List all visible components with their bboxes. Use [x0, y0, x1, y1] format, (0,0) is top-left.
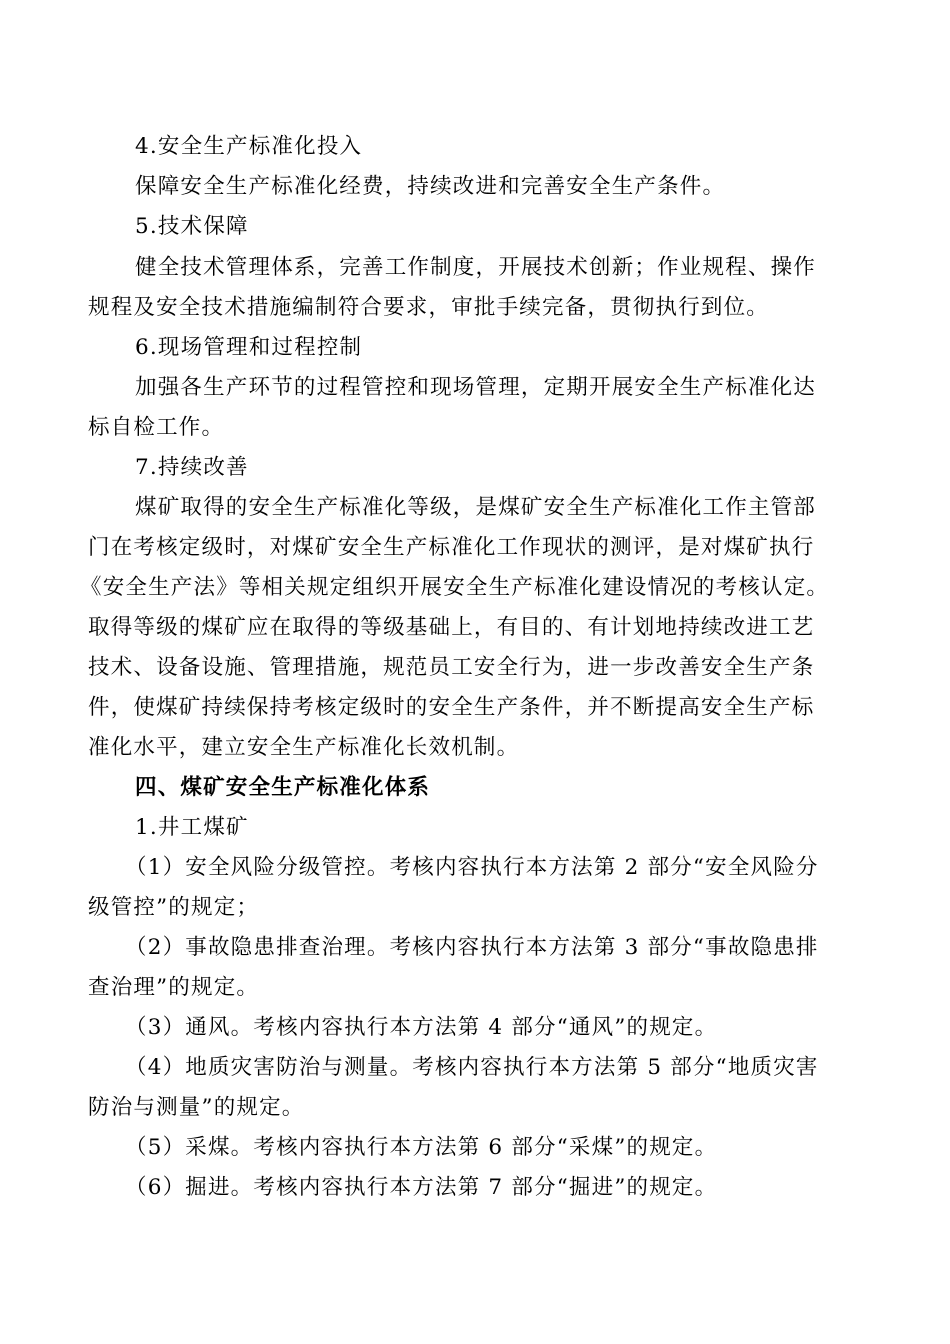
paragraph-line: 准化水平，建立安全生产标准化长效机制。 [88, 735, 520, 760]
paragraph-line: 加强各生产环节的过程管控和现场管理，定期开展安全生产标准化达 [135, 375, 817, 400]
paragraph-line: 保障安全生产标准化经费，持续改进和完善安全生产条件。 [135, 174, 726, 199]
paragraph-line: 《安全生产法》等相关规定组织开展安全生产标准化建设情况的考核认定。 [80, 575, 830, 600]
paragraph-line: 防治与测量”的规定。 [88, 1095, 305, 1120]
paragraph-line: 级管控”的规定； [88, 895, 260, 920]
paragraph-line: 查治理”的规定。 [88, 975, 260, 1000]
subsection-title: 5.技术保障 [135, 214, 249, 239]
subsection-title: 6.现场管理和过程控制 [135, 335, 363, 360]
list-item: （6）掘进。考核内容执行本方法第 7 部分“掘进”的规定。 [125, 1175, 718, 1200]
paragraph-line: 取得等级的煤矿应在取得的等级基础上，有目的、有计划地持续改进工艺 [88, 615, 815, 640]
subsection-title: 7.持续改善 [135, 455, 249, 480]
paragraph-line: 标自检工作。 [88, 415, 225, 440]
list-item: （5）采煤。考核内容执行本方法第 6 部分“采煤”的规定。 [125, 1135, 718, 1160]
list-item: （3）通风。考核内容执行本方法第 4 部分“通风”的规定。 [125, 1015, 718, 1040]
list-item: （2）事故隐患排查治理。考核内容执行本方法第 3 部分“事故隐患排 [125, 935, 819, 960]
list-item: （4）地质灾害防治与测量。考核内容执行本方法第 5 部分“地质灾害 [125, 1055, 819, 1080]
subsection-title: 4.安全生产标准化投入 [135, 134, 363, 159]
subsection-title: 1.井工煤矿 [135, 815, 249, 840]
list-item: （1）安全风险分级管控。考核内容执行本方法第 2 部分“安全风险分 [125, 855, 819, 880]
paragraph-line: 健全技术管理体系，完善工作制度，开展技术创新；作业规程、操作 [135, 255, 817, 280]
paragraph-line: 门在考核定级时，对煤矿安全生产标准化工作现状的测评，是对煤矿执行 [88, 535, 815, 560]
paragraph-line: 件，使煤矿持续保持考核定级时的安全生产条件，并不断提高安全生产标 [88, 695, 815, 720]
section-heading: 四、煤矿安全生产标准化体系 [135, 775, 431, 800]
paragraph-line: 规程及安全技术措施编制符合要求，审批手续完备，贯彻执行到位。 [88, 295, 770, 320]
paragraph-line: 技术、设备设施、管理措施，规范员工安全行为，进一步改善安全生产条 [88, 655, 815, 680]
paragraph-line: 煤矿取得的安全生产标准化等级，是煤矿安全生产标准化工作主管部 [135, 495, 817, 520]
